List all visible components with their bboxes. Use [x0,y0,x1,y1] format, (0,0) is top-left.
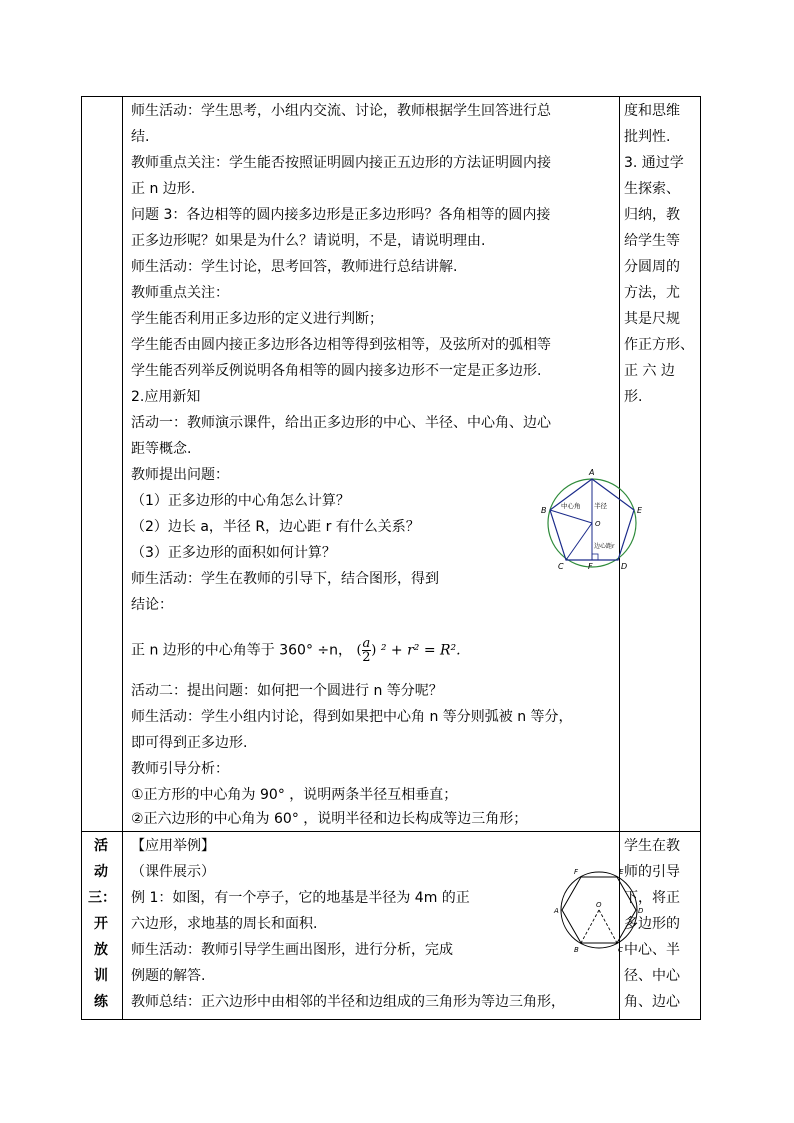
content-cell [123,97,643,832]
vertex-label: E [637,506,643,515]
text-line: 教师总结：正六边形中由相邻的半径和边组成的三角形为等边三角形， [131,994,565,1010]
table-row [82,97,701,832]
text-line: ①正方形的中心角为 90° ，说明两条半径互相垂直； [131,787,458,803]
section-heading: 【应用举例】 [131,838,215,854]
table-row [82,832,701,1020]
note-line: 作正方形、 [624,337,694,353]
vertex-label: C [618,946,623,954]
text-line: 教师提出问题： [131,467,229,483]
note-line: 批判性. [624,129,671,145]
question-line: （3）正多边形的面积如何计算？ [131,545,336,561]
vertex-label: D [621,562,628,571]
text-line: 师生活动：学生思考，小组内交流、讨论，教师根据学生回答进行总 [131,103,551,119]
text-line: ②正六边形的中心角为 60° ，说明半径和边长构成等边三角形； [131,811,528,827]
text-line: 即可得到正多边形. [131,735,248,751]
radius-label: 半径 [594,502,607,510]
note-line: 分圆周的 [624,259,680,275]
notes-cell [620,97,701,832]
note-line: 径、中心 [624,968,680,984]
text-line: 教师引导分析： [131,761,229,777]
vertex-label: E [619,868,624,876]
notes-cell [620,832,701,1020]
center-label: O [595,520,601,528]
fraction-denominator: 2 [362,650,371,665]
text-line: 正 n 边形. [131,181,196,197]
question-line: （1）正多边形的中心角怎么计算？ [131,493,350,509]
content-cell [123,832,643,1020]
note-line: 学生在教 [624,838,680,854]
side-char: 三： [88,890,116,906]
text-line: 学生能否由圆内接正多边形各边相等得到弦相等，及弦所对的弧相等 [131,337,551,353]
text-line: 问题 3：各边相等的圆内接多边形是正多边形吗？各角相等的圆内接 [131,207,551,223]
text-line: 学生能否利用正多边形的定义进行判断； [131,311,383,327]
question-line: （2）边长 a，半径 R，边心距 r 有什么关系？ [131,519,420,535]
formula-line [131,637,461,664]
note-line: 度和思维 [624,103,680,119]
side-cell-empty [82,97,123,832]
fraction-numerator: a [362,636,371,651]
radius-line [550,510,592,523]
side-char: 练 [94,994,108,1010]
note-line: 师的引导 [624,864,680,880]
vertex-label: B [541,506,547,515]
activity-label-cell [82,832,123,1020]
vertex-label: A [589,468,595,477]
note-line: 方法，尤 [624,285,680,301]
side-char: 活 [94,838,108,854]
right-angle-mark [592,554,598,560]
foot-label: F [588,562,593,571]
text-line: 师生活动：学生小组内讨论，得到如果把中心角 n 等分则弧被 n 等分， [131,709,573,725]
note-line: 给学生等 [624,233,680,249]
text-line: 师生活动：学生在教师的引导下，结合图形，得到 [131,571,439,587]
note-line: 3. 通过学 [624,155,684,171]
note-line: 正 六 边 [624,363,675,379]
side-char: 动 [94,864,108,880]
text-line: 结. [131,129,150,145]
note-line: 形. [624,389,643,405]
note-line: 下，将正 [624,890,680,906]
center-label: O [596,901,602,909]
text-line: 教师重点关注： [131,285,229,301]
note-line: 中心、半 [624,942,680,958]
apothem-label: 边心距r [594,543,615,550]
formula-prefix: 正 n 边形的中心角等于 360° ÷n， [131,642,352,659]
note-line: 归纳，教 [624,207,680,223]
side-char: 训 [94,968,108,984]
text-line: 例题的解答. [131,968,206,984]
note-line: 生探索、 [624,181,680,197]
text-line: 学生能否列举反例说明各角相等的圆内接多边形不一定是正多边形. [131,363,542,379]
side-char: 放 [94,942,108,958]
radius-line [566,523,592,560]
text-line: 教师重点关注：学生能否按照证明圆内接正五边形的方法证明圆内接 [131,155,551,171]
vertex-label: F [574,868,579,876]
section-heading: 2.应用新知 [131,389,201,405]
note-line: 其是尺规 [624,311,680,327]
text-line: 正多边形呢？如果是为什么？请说明，不是，请说明理由. [131,233,486,249]
vertex-label: C [558,562,564,571]
text-line: 活动一：教师演示课件，给出正多边形的中心、半径、中心角、边心 [131,415,551,431]
text-line: 六边形，求地基的周长和面积. [131,916,318,932]
formula-fraction: ( $\frac{a}{2}$ ) [356,636,377,665]
angle-label: 中心角 [561,502,581,510]
note-line: 多边形的 [624,916,680,932]
side-char: 开 [94,916,108,932]
text-line: （课件展示） [131,864,215,880]
text-line: 结论： [131,597,173,613]
text-line: 活动二：提出问题：如何把一个圆进行 n 等分呢？ [131,683,443,699]
note-line: 角、边心 [624,994,680,1010]
radius-line [599,910,617,943]
text-line: 例 1：如图，有一个亭子，它的地基是半径为 4m 的正 [131,890,470,906]
vertex-label: B [574,946,579,954]
vertex-label: D [638,907,643,915]
formula-rest: ² + r² = R². [380,642,461,659]
text-line: 距等概念. [131,441,192,457]
lesson-table [81,96,701,1020]
text-line: 师生活动：教师引导学生画出图形，进行分析，完成 [131,942,453,958]
vertex-label: A [554,907,559,915]
text-line: 师生活动：学生讨论，思考回答，教师进行总结讲解. [131,259,458,275]
radius-line [581,910,599,943]
